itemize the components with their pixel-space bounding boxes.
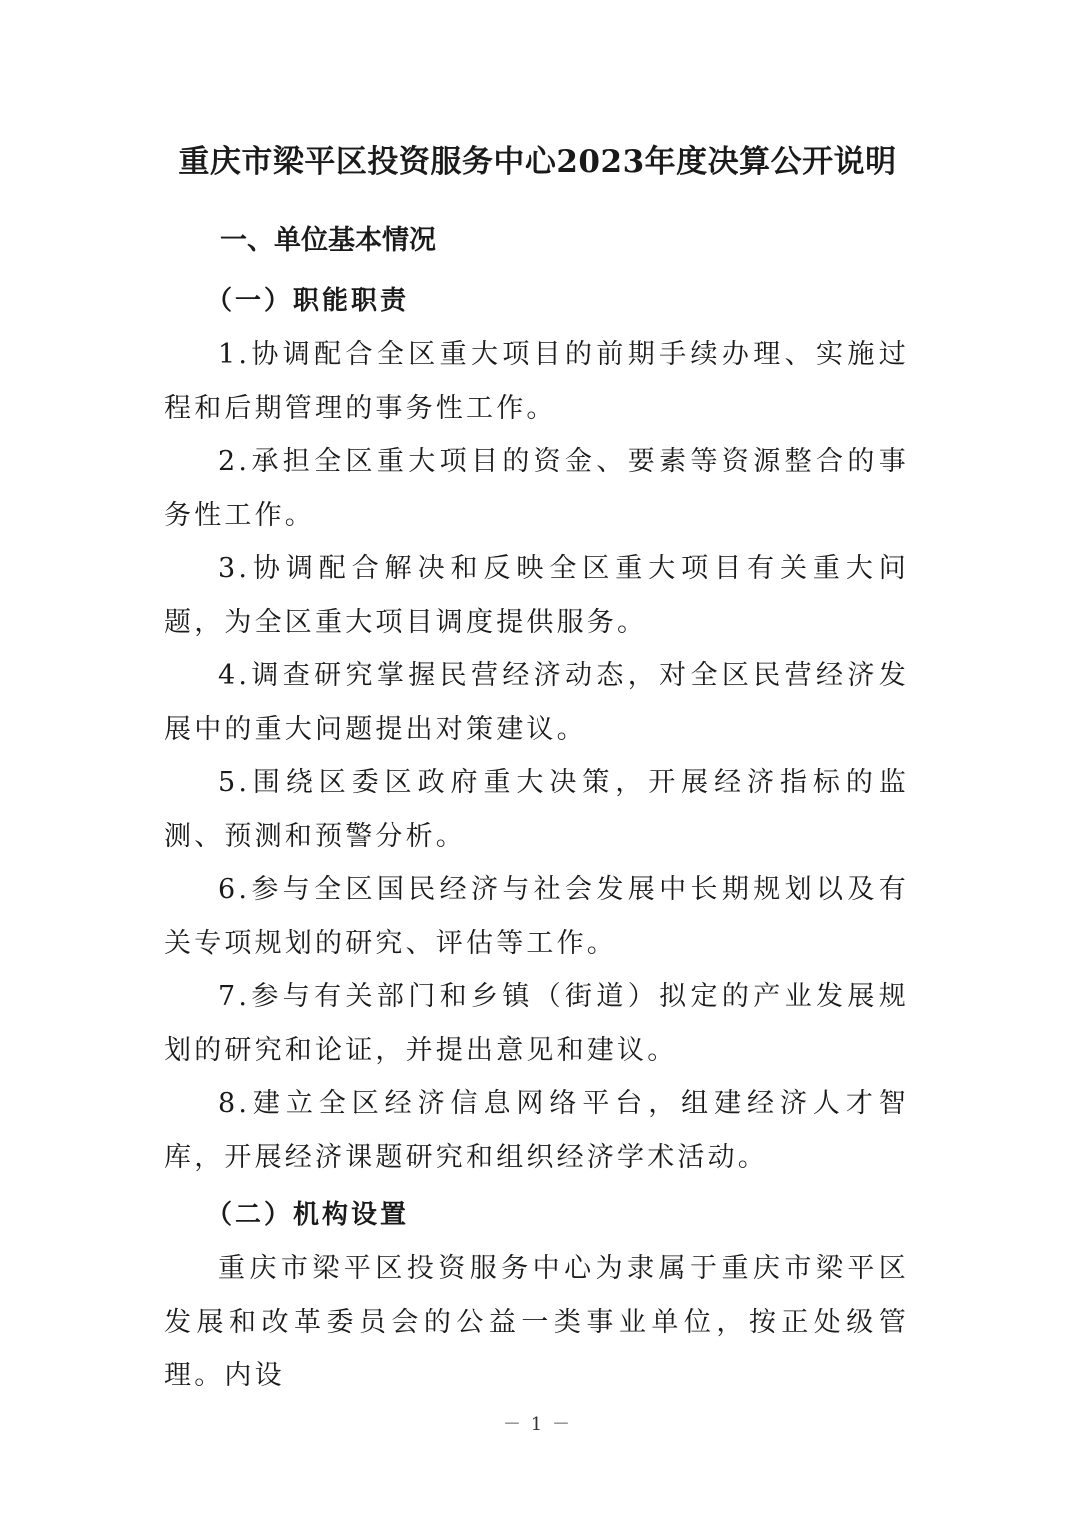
subsection-heading-organization: （二）机构设置 [206, 1200, 410, 1230]
page-number: － 1 － [503, 1414, 572, 1435]
section-heading-basic-info: 一、单位基本情况 [220, 225, 436, 256]
document-title: 重庆市梁平区投资服务中心2023年度决算公开说明 [178, 144, 897, 180]
duty-paragraph: 1.协调配合全区重大项目的前期手续办理、实施过程和后期管理的事务性工作。 [164, 339, 909, 424]
duty-paragraph: 8.建立全区经济信息网络平台，组建经济人才智库，开展经济课题研究和组织经济学术活动。 [164, 1088, 909, 1173]
subsection-heading-duties: （一）职能职责 [206, 286, 410, 316]
duty-paragraph: 3.协调配合解决和反映全区重大项目有关重大问题，为全区重大项目调度提供服务。 [164, 553, 909, 638]
document-body [164, 220, 909, 1403]
duty-paragraph: 6.参与全区国民经济与社会发展中长期规划以及有关专项规划的研究、评估等工作。 [164, 874, 909, 959]
duty-paragraph: 5.围绕区委区政府重大决策，开展经济指标的监测、预测和预警分析。 [164, 767, 909, 852]
duty-paragraph: 2.承担全区重大项目的资金、要素等资源整合的事务性工作。 [164, 446, 909, 531]
duty-paragraph: 4.调查研究掌握民营经济动态，对全区民营经济发展中的重大问题提出对策建议。 [164, 660, 909, 745]
duty-paragraph: 7.参与有关部门和乡镇（街道）拟定的产业发展规划的研究和论证，并提出意见和建议。 [164, 981, 909, 1066]
organization-paragraph: 重庆市梁平区投资服务中心为隶属于重庆市梁平区发展和改革委员会的公益一类事业单位，按正处级管理。内设 [164, 1253, 909, 1391]
